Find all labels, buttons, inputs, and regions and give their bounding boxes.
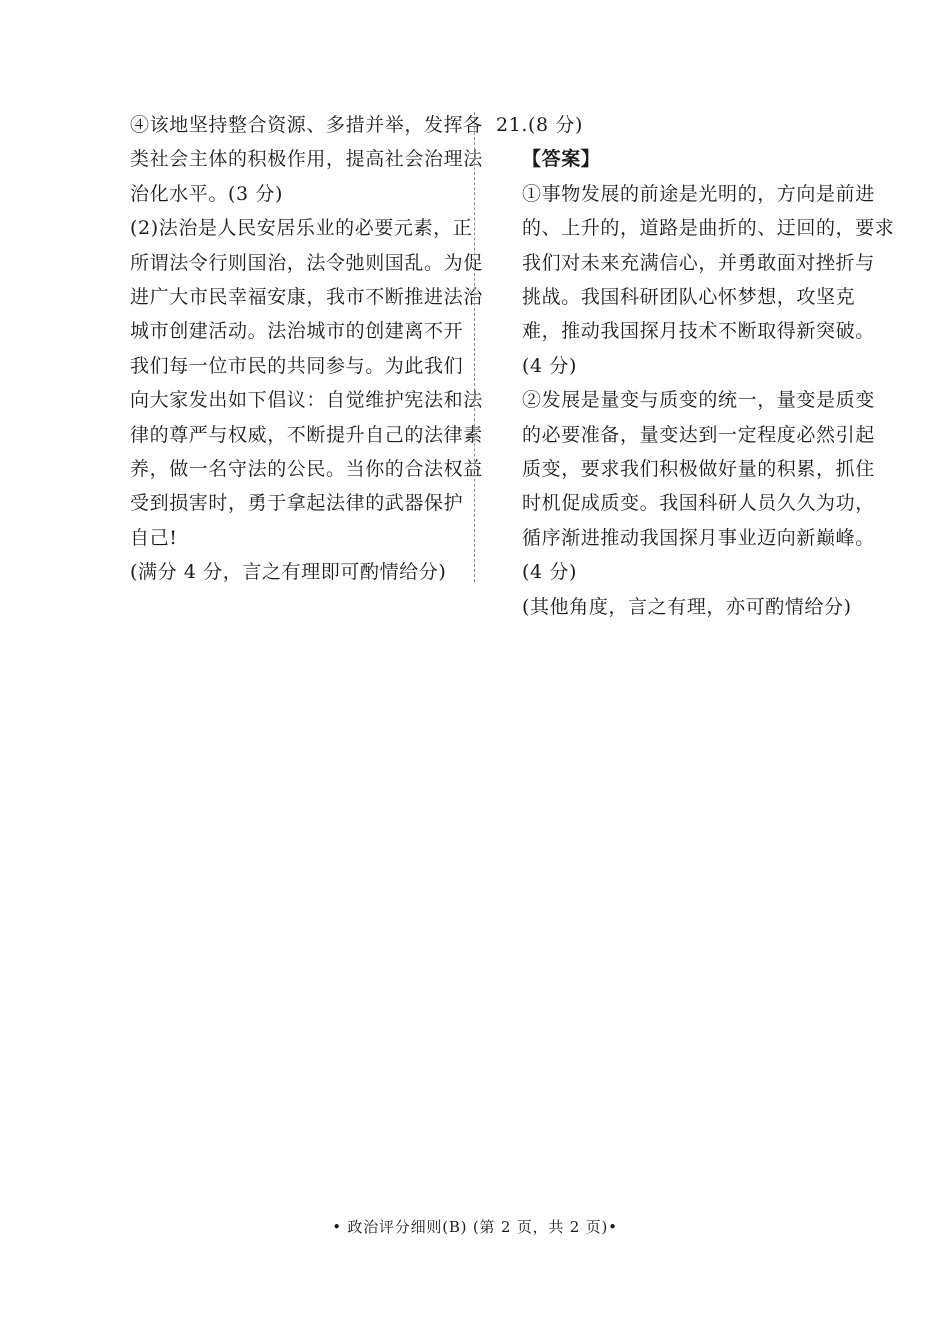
text-line: 我们对未来充满信心，并勇敢面对挫折与 — [522, 251, 875, 274]
score-note: (4 分) — [522, 561, 577, 584]
page-footer: • 政治评分细则(B) (第 2 页，共 2 页)• — [332, 1218, 618, 1236]
left-column — [130, 108, 483, 590]
scoring-note: (其他角度，言之有理，亦可酌情给分) — [522, 595, 852, 618]
score-note: (4 分) — [522, 354, 577, 377]
text-line: 所谓法令行则国治，法令弛则国乱。为促 — [130, 251, 483, 274]
text-line: 的、上升的，道路是曲折的、迂回的，要求 — [522, 217, 895, 240]
text-line: 挑战。我国科研团队心怀梦想，攻坚克 — [522, 286, 856, 309]
text-line: 进广大市民幸福安康，我市不断推进法治 — [130, 286, 483, 309]
text-line: ②发展是量变与质变的统一，量变是质变 — [522, 389, 875, 412]
text-line: ④该地坚持整合资源、多措并举，发挥各 — [130, 114, 483, 136]
text-line: 的必要准备，量变达到一定程度必然引起 — [522, 423, 875, 446]
text-line: 类社会主体的积极作用，提高社会治理法 — [130, 148, 483, 171]
text-line: 治化水平。(3 分) — [130, 182, 283, 205]
text-line: 质变，要求我们积极做好量的积累，抓住 — [522, 458, 875, 481]
column-divider — [474, 112, 475, 582]
scoring-note: (满分 4 分，言之有理即可酌情给分) — [130, 561, 447, 584]
right-column — [496, 108, 895, 624]
text-line: ①事物发展的前途是光明的，方向是前进 — [522, 182, 875, 205]
text-line: 自己! — [130, 526, 178, 549]
answer-heading: 【答案】 — [522, 148, 601, 171]
text-line: 我们每一位市民的共同参与。为此我们 — [130, 354, 464, 377]
text-line: 城市创建活动。法治城市的创建离不开 — [130, 320, 464, 343]
question-number: 21.(8 分) — [496, 114, 583, 136]
text-line: 律的尊严与权威，不断提升自己的法律素 — [130, 423, 483, 446]
text-line: 循序渐进推动我国探月事业迈向新巅峰。 — [522, 526, 875, 549]
text-line: 难，推动我国探月技术不断取得新突破。 — [522, 320, 875, 343]
text-line: 养，做一名守法的公民。当你的合法权益 — [130, 458, 483, 481]
text-line: (2)法治是人民安居乐业的必要元素，正 — [130, 217, 473, 240]
text-line: 受到损害时，勇于拿起法律的武器保护 — [130, 492, 464, 515]
text-line: 时机促成质变。我国科研人员久久为功， — [522, 492, 875, 515]
text-line: 向大家发出如下倡议：自觉维护宪法和法 — [130, 389, 483, 412]
